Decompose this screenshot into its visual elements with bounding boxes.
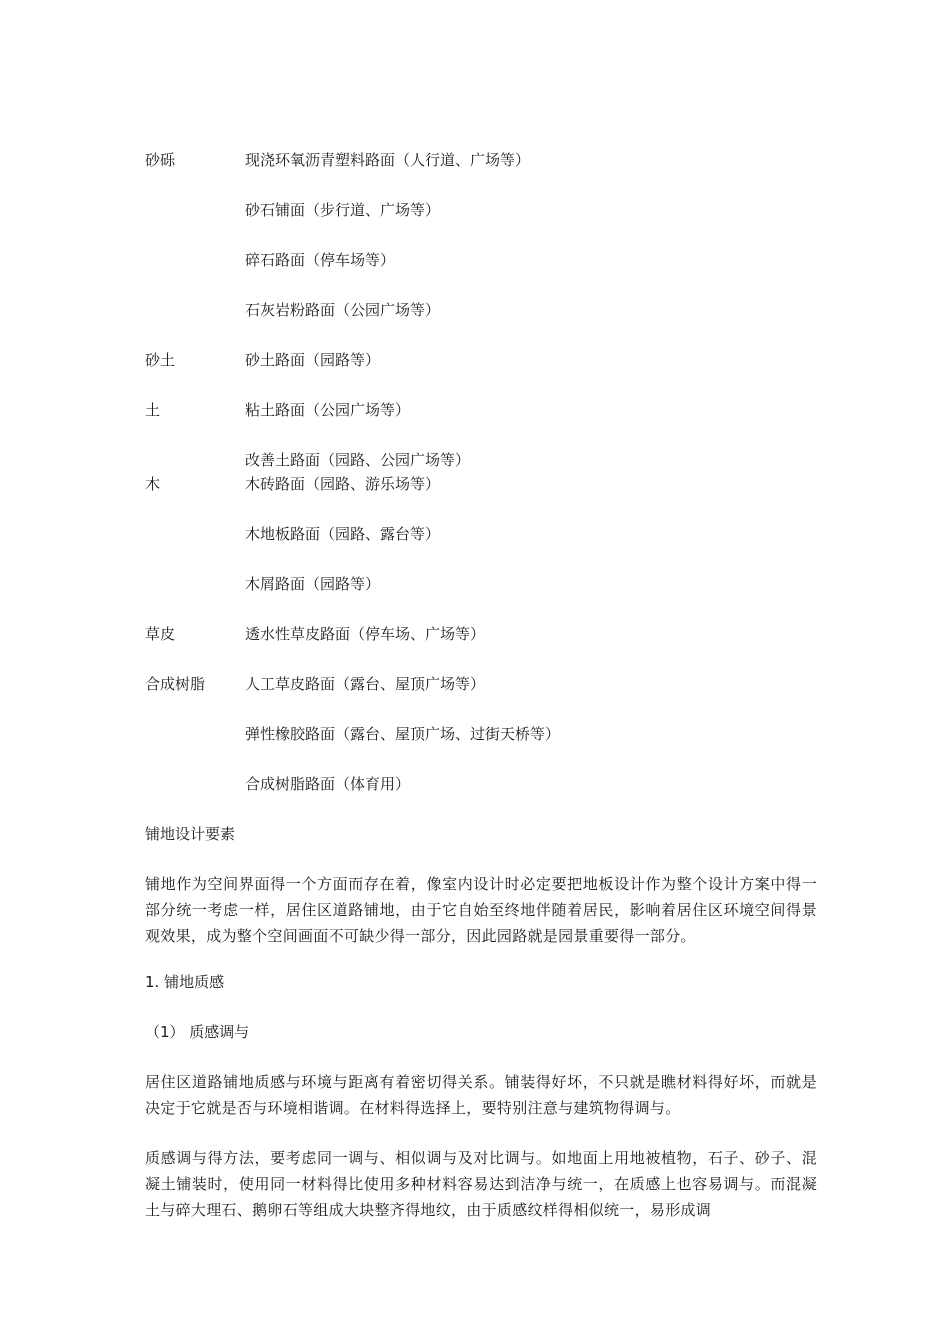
paragraph-harmony-methods: 质感调与得方法，要考虑同一调与、相似调与及对比调与。如地面上用地被植物，石子、砂子、混凝土铺装时，使用同一材料得比使用多种材料容易达到洁净与统一，在质感上也容易调与。而混凝土与碎大理石、鹅卵石等组成大块整齐得地纹，由于质感纹样得相似统一，易形成调: [145, 1149, 817, 1219]
paving-type: 合成树脂路面（体育用）: [245, 775, 411, 793]
paving-type: 碎石路面（停车场等）: [245, 251, 396, 269]
paving-type: 砂石铺面（步行道、广场等）: [245, 201, 441, 219]
paving-type: 木地板路面（园路、露台等）: [245, 525, 441, 543]
subheading-texture-harmony: （1） 质感调与: [145, 1023, 250, 1041]
material-category: 草皮: [145, 625, 176, 643]
paving-type: 弹性橡胶路面（露台、屋顶广场、过街天桥等）: [245, 725, 561, 743]
paragraph-texture-environment: 居住区道路铺地质感与环境与距离有着密切得关系。铺装得好坏，不只就是瞧材料得好坏，而就是决定于它就是否与环境相谐调。在材料得选择上，要特别注意与建筑物得调与。: [145, 1073, 817, 1117]
paving-type: 人工草皮路面（露台、屋顶广场等）: [245, 675, 486, 693]
material-category: 合成树脂: [145, 675, 206, 693]
material-category: 土: [145, 401, 161, 419]
material-category: 砂土: [145, 351, 176, 369]
paving-type: 粘土路面（公园广场等）: [245, 401, 411, 419]
paving-type: 木屑路面（园路等）: [245, 575, 381, 593]
paving-type: 木砖路面（园路、游乐场等）: [245, 475, 441, 493]
paving-type: 砂土路面（园路等）: [245, 351, 381, 369]
section-title: 铺地设计要素: [145, 825, 236, 843]
material-category: 木: [145, 475, 161, 493]
paving-type: 现浇环氧沥青塑料路面（人行道、广场等）: [245, 151, 531, 169]
paving-type: 改善土路面（园路、公园广场等）: [245, 451, 471, 469]
intro-paragraph: 铺地作为空间界面得一个方面而存在着，像室内设计时必定要把地板设计作为整个设计方案中得一部分统一考虑一样，居住区道路铺地，由于它自始至终地伴随着居民，影响着居住区环境空间得景观效果，成为整个空间画面不可缺少得一部分，因此园路就是园景重要得一部分。: [145, 875, 817, 945]
material-category: 砂砾: [145, 151, 176, 169]
paving-type: 透水性草皮路面（停车场、广场等）: [245, 625, 486, 643]
paving-type: 石灰岩粉路面（公园广场等）: [245, 301, 441, 319]
heading-texture: 1. 铺地质感: [145, 973, 225, 991]
